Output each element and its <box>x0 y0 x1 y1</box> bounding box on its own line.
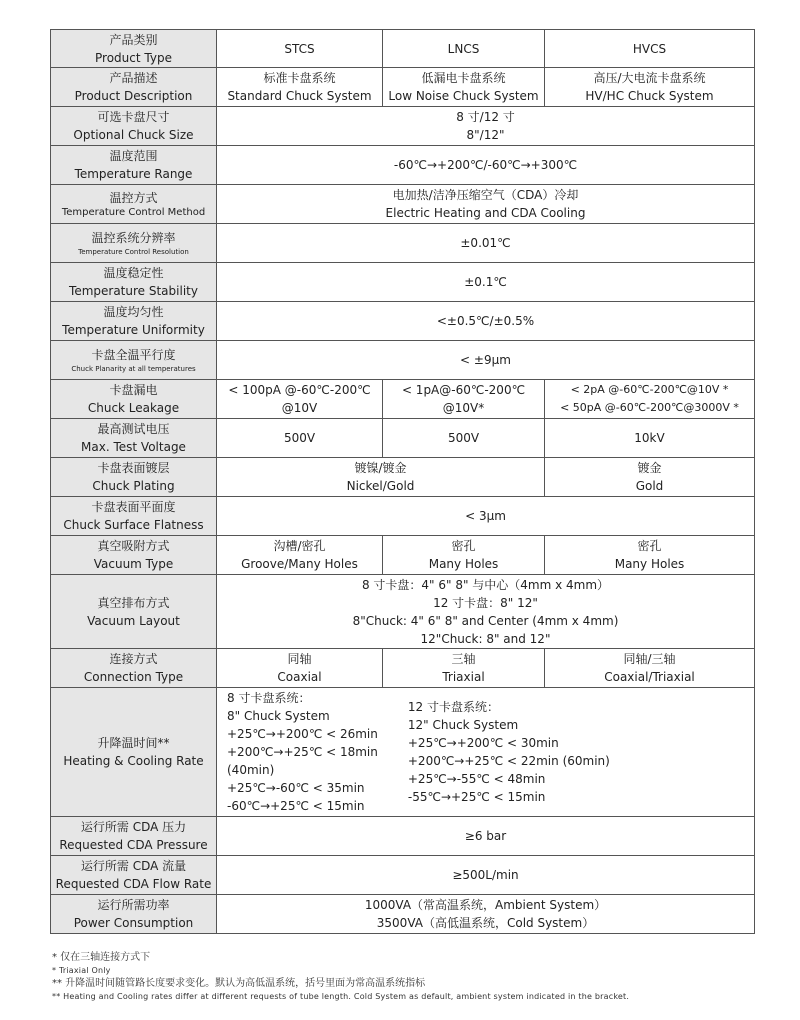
value-zh: 密孔 <box>451 539 476 553</box>
rate-line: (40min) <box>227 763 275 777</box>
value-line: 3500VA（高低温系统，Cold System） <box>376 916 595 930</box>
label-zh: 温控系统分辨率 <box>91 230 176 245</box>
row-power-consumption <box>51 895 755 934</box>
value-line: 8 寸卡盘：4" 6" 8" 与中心（4mm x 4mm） <box>361 577 610 592</box>
label-en: Chuck Planarity at all temperatures <box>71 364 196 373</box>
label-zh: 卡盘全温平行度 <box>91 347 176 362</box>
value-hvcs <box>545 536 755 575</box>
rate-line: +200℃→+25℃ < 18min <box>227 745 378 759</box>
label-chuck-planarity <box>51 341 217 380</box>
value-temperature-uniformity: <±0.5℃/±0.5% <box>217 302 755 341</box>
value-hvcs <box>545 380 755 419</box>
label-power-consumption <box>51 895 217 934</box>
label-en: Power Consumption <box>73 916 194 930</box>
row-surface-flatness <box>51 497 755 536</box>
label-temperature-uniformity <box>51 302 217 341</box>
label-en: Temperature Range <box>74 167 193 181</box>
value-line: 12"Chuck: 8" and 12" <box>420 631 551 646</box>
value-lncs <box>383 649 545 688</box>
rate-columns <box>219 689 752 815</box>
rate-line: +25℃→+200℃ < 30min <box>407 736 559 750</box>
row-vacuum-type <box>51 536 755 575</box>
label-en: Connection Type <box>83 670 184 684</box>
row-temperature-control <box>51 185 755 224</box>
label-chuck-leakage <box>51 380 217 419</box>
value-zh: 沟槽/密孔 <box>273 539 326 553</box>
row-max-test-voltage <box>51 419 755 458</box>
row-connection-type <box>51 649 755 688</box>
label-en: Temperature Control Resolution <box>78 247 189 256</box>
value-line: 1000VA（常高温系统，Ambient System） <box>364 898 607 912</box>
label-chuck-size <box>51 107 217 146</box>
value-lncs <box>383 536 545 575</box>
label-en: Requested CDA Pressure <box>59 838 208 852</box>
label-temperature-stability <box>51 263 217 302</box>
label-product-type <box>51 30 217 68</box>
value-line: 8 寸/12 寸 <box>456 110 515 124</box>
label-product-description <box>51 68 217 107</box>
value-line: < 1pA@-60℃-200℃ <box>401 383 526 397</box>
value-zh: 三轴 <box>451 652 476 666</box>
rate-line: 8" Chuck System <box>227 709 330 723</box>
label-cda-flow-rate <box>51 856 217 895</box>
label-en: Product Description <box>74 89 193 103</box>
value-line: < 2pA @-60℃-200℃@10V * <box>570 383 729 396</box>
row-chuck-leakage <box>51 380 755 419</box>
label-en: Heating & Cooling Rate <box>63 754 204 768</box>
value-chuck-size <box>217 107 755 146</box>
value-line: < 50pA @-60℃-200℃@3000V * <box>560 401 739 414</box>
label-zh: 真空排布方式 <box>97 595 170 610</box>
row-heating-cooling-rate <box>51 688 755 817</box>
row-product-description <box>51 68 755 107</box>
value-line: 电加热/洁净压缩空气（CDA）冷却 <box>392 188 579 202</box>
rate-line: 12" Chuck System <box>407 718 519 732</box>
col-lncs: LNCS <box>383 30 545 68</box>
row-control-resolution <box>51 224 755 263</box>
value-stcs <box>217 68 383 107</box>
value-en: Triaxial <box>442 670 485 684</box>
value-power-consumption <box>217 895 755 934</box>
row-cda-flow-rate <box>51 856 755 895</box>
value-en: Low Noise Chuck System <box>388 89 539 103</box>
label-zh: 可选卡盘尺寸 <box>97 110 170 124</box>
label-en: Chuck Plating <box>92 479 175 493</box>
label-zh: 产品类别 <box>109 32 158 47</box>
label-cda-pressure <box>51 817 217 856</box>
value-zh: 密孔 <box>637 539 662 553</box>
value-en: Many Holes <box>428 557 499 571</box>
label-vacuum-type <box>51 536 217 575</box>
value-zh: 标准卡盘系统 <box>263 71 336 85</box>
label-en: Vacuum Layout <box>87 613 180 628</box>
rate-line: +25℃→-60℃ < 35min <box>227 781 365 795</box>
value-en: Coaxial/Triaxial <box>604 670 695 684</box>
label-zh: 最高测试电压 <box>97 422 170 436</box>
row-cda-pressure <box>51 817 755 856</box>
label-en: Max. Test Voltage <box>81 440 186 454</box>
value-hvcs <box>545 649 755 688</box>
value-stcs-lncs <box>217 458 545 497</box>
label-en: Chuck Leakage <box>87 401 180 415</box>
row-chuck-plating <box>51 458 755 497</box>
value-hvcs <box>545 68 755 107</box>
rate-column-8inch <box>219 689 378 815</box>
value-zh: 同轴/三轴 <box>623 652 676 666</box>
value-line: Electric Heating and CDA Cooling <box>385 206 586 220</box>
label-en: Optional Chuck Size <box>73 128 194 142</box>
label-max-test-voltage <box>51 419 217 458</box>
value-hvcs <box>545 458 755 497</box>
value-en: Standard Chuck System <box>227 89 372 103</box>
label-en: Requested CDA Flow Rate <box>55 877 212 891</box>
value-zh: 低漏电卡盘系统 <box>421 71 506 85</box>
label-vacuum-layout <box>51 575 217 649</box>
row-vacuum-layout <box>51 575 755 649</box>
value-temperature-range: -60℃→+200℃/-60℃→+300℃ <box>217 146 755 185</box>
value-zh: 镀镍/镀金 <box>354 461 407 475</box>
value-zh: 同轴 <box>287 652 312 666</box>
value-line: < 100pA @-60℃-200℃ <box>228 383 371 397</box>
rate-line: 8 寸卡盘系统： <box>227 691 311 705</box>
value-chuck-planarity: < ±9μm <box>217 341 755 380</box>
label-en: Chuck Surface Flatness <box>63 518 204 532</box>
footnote-triaxial-zh: * 仅在三轴连接方式下 <box>52 952 151 963</box>
label-zh: 卡盘表面镀层 <box>97 461 170 475</box>
rate-line: -55℃→+25℃ < 15min <box>407 790 546 804</box>
label-zh: 产品描述 <box>109 71 158 85</box>
value-stcs: 500V <box>217 419 383 458</box>
value-cda-pressure: ≥6 bar <box>217 817 755 856</box>
label-temperature-control <box>51 185 217 224</box>
label-zh: 卡盘表面平面度 <box>91 500 176 514</box>
value-line: 8"Chuck: 4" 6" 8" and Center (4mm x 4mm) <box>352 613 619 628</box>
label-heating-cooling-rate <box>51 688 217 817</box>
row-chuck-size <box>51 107 755 146</box>
value-temperature-stability: ±0.1℃ <box>217 263 755 302</box>
col-stcs: STCS <box>217 30 383 68</box>
row-temperature-stability <box>51 263 755 302</box>
rate-line: +200℃→+25℃ < 22min (60min) <box>407 754 610 768</box>
value-line: @10V* <box>442 401 485 415</box>
label-en: Temperature Control Method <box>61 207 206 218</box>
value-stcs <box>217 380 383 419</box>
value-hvcs: 10kV <box>545 419 755 458</box>
value-temperature-control <box>217 185 755 224</box>
value-zh: 镀金 <box>637 461 662 475</box>
rate-column-12inch <box>378 689 610 815</box>
label-zh: 温度均匀性 <box>103 305 164 319</box>
value-zh: 高压/大电流卡盘系统 <box>593 71 706 85</box>
label-zh: 升降温时间** <box>97 736 170 750</box>
value-line: 8"/12" <box>466 128 505 142</box>
row-temperature-range <box>51 146 755 185</box>
value-surface-flatness: < 3μm <box>217 497 755 536</box>
label-control-resolution <box>51 224 217 263</box>
label-en: Product Type <box>95 50 172 65</box>
label-surface-flatness <box>51 497 217 536</box>
value-control-resolution: ±0.01℃ <box>217 224 755 263</box>
value-stcs <box>217 649 383 688</box>
label-en: Vacuum Type <box>93 557 174 571</box>
value-en: Groove/Many Holes <box>241 557 358 571</box>
label-zh: 运行所需功率 <box>97 898 170 912</box>
label-zh: 运行所需 CDA 流量 <box>80 859 187 873</box>
value-en: Many Holes <box>614 557 685 571</box>
value-line: 12 寸卡盘：8" 12" <box>433 595 538 610</box>
row-temperature-uniformity <box>51 302 755 341</box>
label-zh: 温度稳定性 <box>103 266 164 280</box>
row-product-type <box>51 30 755 68</box>
label-zh: 真空吸附方式 <box>97 539 170 553</box>
label-zh: 温控方式 <box>109 191 158 205</box>
spec-table <box>50 29 755 934</box>
value-lncs <box>383 380 545 419</box>
label-temperature-range <box>51 146 217 185</box>
value-lncs <box>383 68 545 107</box>
label-en: Temperature Stability <box>69 284 198 298</box>
value-en: Nickel/Gold <box>346 479 415 493</box>
value-vacuum-layout <box>217 575 755 649</box>
label-zh: 运行所需 CDA 压力 <box>80 820 187 834</box>
rate-line: 12 寸卡盘系统： <box>407 700 499 714</box>
footnotes <box>52 951 629 1003</box>
value-heating-cooling-rate <box>217 688 755 817</box>
value-en: Gold <box>635 479 664 493</box>
row-chuck-planarity <box>51 341 755 380</box>
rate-line: +25℃→+200℃ < 26min <box>227 727 378 741</box>
value-line: @10V <box>281 401 318 415</box>
label-zh: 卡盘漏电 <box>109 383 158 397</box>
value-en: Coaxial <box>277 670 322 684</box>
col-hvcs: HVCS <box>545 30 755 68</box>
footnote-rate-zh: ** 升降温时间随管路长度要求变化。默认为高低温系统，括号里面为常高温系统指标 <box>52 978 426 989</box>
label-en: Temperature Uniformity <box>62 323 205 337</box>
label-zh: 连接方式 <box>109 652 158 666</box>
label-chuck-plating <box>51 458 217 497</box>
rate-line: -60℃→+25℃ < 15min <box>227 799 365 813</box>
value-lncs: 500V <box>383 419 545 458</box>
label-zh: 温度范围 <box>109 149 158 163</box>
label-connection-type <box>51 649 217 688</box>
value-stcs <box>217 536 383 575</box>
value-en: HV/HC Chuck System <box>585 89 714 103</box>
rate-line: +25℃→-55℃ < 48min <box>407 772 546 786</box>
footnote-triaxial-en: * Triaxial Only <box>52 966 111 975</box>
value-cda-flow-rate: ≥500L/min <box>217 856 755 895</box>
footnote-rate-en: ** Heating and Cooling rates differ at different requests of tube length. Cold System as default, ambient system indicated in the bracket. <box>52 992 630 1001</box>
